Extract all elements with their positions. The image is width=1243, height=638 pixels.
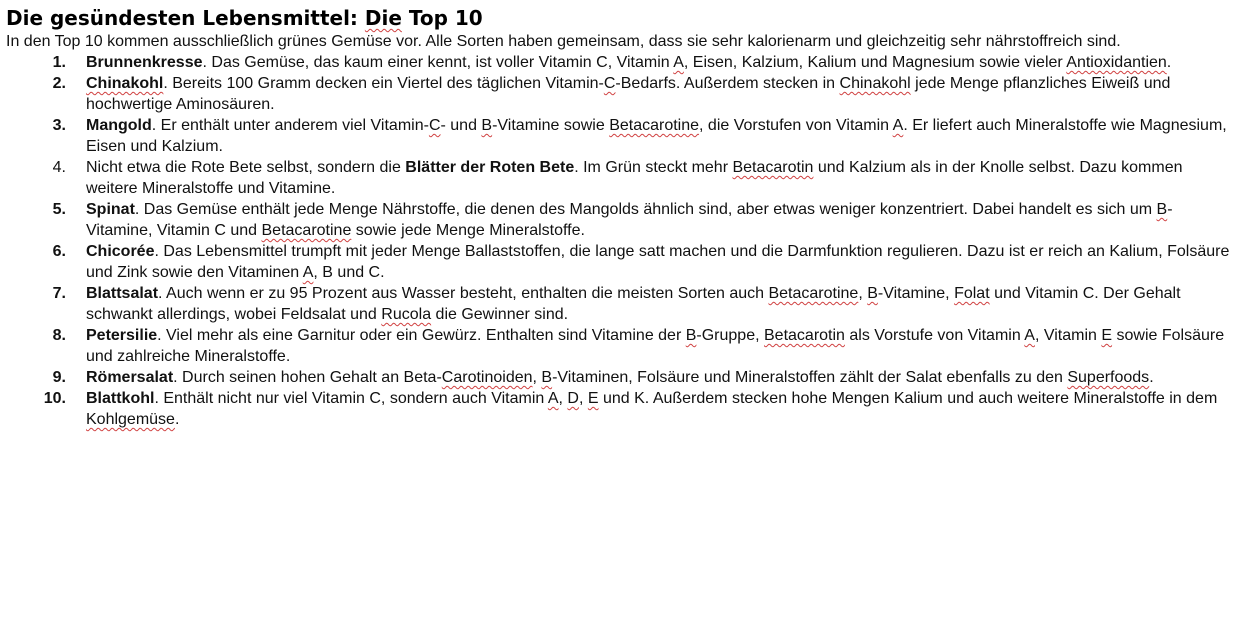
spellcheck-word: B xyxy=(685,327,697,344)
list-number: 1. xyxy=(52,54,66,71)
item-text: . Viel mehr als eine Garnitur oder ein Gewürz. Enthalten sind Vitamine der xyxy=(157,327,686,344)
list-number: 4. xyxy=(52,159,66,176)
item-text: jede Menge pflanzliches Eiweiß und hochwertige Aminosäuren. xyxy=(86,75,1171,113)
item-text: -Vitaminen, Folsäure und Mineralstoffen zählt der Salat ebenfalls zu den xyxy=(552,369,1068,386)
item-text: und K. Außerdem stecken hohe Mengen Kalium und auch weitere Mineralstoffe in dem xyxy=(598,390,1218,407)
item-text: , xyxy=(532,369,542,386)
spellcheck-word: D xyxy=(567,390,579,407)
item-text: -Gruppe, xyxy=(696,327,764,344)
item-name: Blattkohl xyxy=(86,390,155,407)
spellcheck-word: Carotinoiden xyxy=(441,369,533,386)
list-item xyxy=(6,325,1236,367)
item-text: . Enthält nicht nur viel Vitamin C, sondern auch Vitamin xyxy=(154,390,548,407)
list-item xyxy=(6,367,1236,388)
item-text: -Bedarfs. Außerdem stecken in xyxy=(615,75,840,92)
spellcheck-word: Betacarotine xyxy=(261,222,352,239)
spellcheck-word: Betacarotine xyxy=(609,117,700,134)
spellcheck-word: Superfoods xyxy=(1067,369,1150,386)
item-name: Chicorée xyxy=(86,243,155,260)
item-name: Spinat xyxy=(86,201,135,218)
item-text: -Vitamine sowie xyxy=(492,117,610,134)
item-name: Brunnenkresse xyxy=(86,54,203,71)
top10-list xyxy=(6,52,1243,430)
document-title xyxy=(6,6,1243,30)
item-text: , B und C. xyxy=(313,264,385,281)
list-number: 8. xyxy=(52,327,66,344)
spellcheck-word: B xyxy=(541,369,553,386)
item-text: -Vitamine, xyxy=(877,285,955,302)
item-text: . Das Gemüse enthält jede Menge Nährstoffe, die denen des Mangolds ähnlich sind, aber etwas weniger konzentriert. Dabei handelt es sich um xyxy=(134,201,1157,218)
item-text: , Eisen, Kalzium, Kalium und Magnesium sowie vieler xyxy=(683,54,1067,71)
item-text: . Durch seinen hohen Gehalt an Beta- xyxy=(173,369,442,386)
spellcheck-word: A xyxy=(673,54,684,71)
list-item xyxy=(6,199,1236,241)
title-text: Die gesündesten Lebensmittel: xyxy=(6,6,365,30)
list-number: 7. xyxy=(52,285,66,302)
spellcheck-word: Kohlgemüse xyxy=(86,411,175,428)
spellcheck-word: C xyxy=(603,75,616,92)
item-text: Nicht etwa die Rote Bete selbst, sondern die xyxy=(86,159,406,176)
item-text: . Das Gemüse, das kaum einer kennt, ist voller Vitamin C, Vitamin xyxy=(202,54,674,71)
spellcheck-word: Chinakohl xyxy=(839,75,911,92)
list-number: 5. xyxy=(52,201,66,218)
spellcheck-word: C xyxy=(428,117,441,134)
spellcheck-word: A xyxy=(547,390,559,407)
spellcheck-word: Betacarotin xyxy=(732,159,814,176)
spellcheck-word: B xyxy=(1156,201,1168,218)
spellcheck-word: Betacarotin xyxy=(764,327,845,344)
list-number: 6. xyxy=(52,243,66,260)
item-text: - und xyxy=(440,117,482,134)
item-text: . Das Lebensmittel trumpft mit jeder Menge Ballaststoffen, die lange satt machen und die Darmfunktion regulieren. Dazu ist er reich an Kalium, Folsäure und Zink sowie den Vitaminen xyxy=(86,243,1230,281)
list-item xyxy=(6,73,1236,115)
item-text: . Er liefert auch Mineralstoffe wie Magnesium, Eisen und Kalzium. xyxy=(86,117,1227,155)
spellcheck-word: Folat xyxy=(954,285,990,302)
list-number: 3. xyxy=(52,117,66,134)
list-item xyxy=(6,241,1236,283)
item-text: , Vitamin xyxy=(1034,327,1102,344)
list-item xyxy=(6,283,1236,325)
list-item xyxy=(6,115,1236,157)
list-item xyxy=(6,388,1236,430)
item-text: . Im Grün steckt mehr xyxy=(574,159,733,176)
item-text: . Auch wenn er zu 95 Prozent aus Wasser besteht, enthalten die meisten Sorten auch xyxy=(158,285,769,302)
list-number: 2. xyxy=(52,75,66,92)
item-name: Blätter der Roten Bete xyxy=(405,159,575,176)
item-text: , xyxy=(858,285,868,302)
spellcheck-word: A xyxy=(892,117,904,134)
item-text: . xyxy=(174,411,180,428)
spellcheck-word: Rucola xyxy=(381,306,432,323)
item-text: sowie Folsäure und zahlreiche Mineralstoffe. xyxy=(86,327,1225,365)
spellcheck-word: E xyxy=(1101,327,1113,344)
title-text: Top 10 xyxy=(401,6,483,30)
item-name: Römersalat xyxy=(86,369,174,386)
list-item xyxy=(6,52,1236,73)
item-text: -Vitamine, Vitamin C und xyxy=(86,201,1173,239)
item-name: Blattsalat xyxy=(86,285,159,302)
item-text: , xyxy=(578,390,588,407)
spellcheck-word: A xyxy=(1024,327,1035,344)
list-item xyxy=(6,157,1236,199)
item-name: Chinakohl xyxy=(86,75,164,92)
item-text: und Vitamin C. Der Gehalt schwankt allerdings, wobei Feldsalat und xyxy=(86,285,1181,323)
spellcheck-word: B xyxy=(481,117,493,134)
item-name: Mangold xyxy=(86,117,152,134)
item-text: , xyxy=(558,390,568,407)
item-text: sowie jede Menge Mineralstoffe. xyxy=(351,222,585,239)
intro-paragraph: In den Top 10 kommen ausschließlich grünes Gemüse vor. Alle Sorten haben gemeinsam, dass sie sehr kalorienarm und gleichzeitig sehr nährstoffreich sind. xyxy=(6,33,1121,50)
list-number: 10. xyxy=(43,390,66,407)
item-name: Petersilie xyxy=(86,327,158,344)
item-text: . xyxy=(1166,54,1172,71)
list-number: 9. xyxy=(52,369,66,386)
item-text: als Vorstufe von Vitamin xyxy=(844,327,1025,344)
spellcheck-word: Betacarotine xyxy=(768,285,859,302)
spellcheck-word: B xyxy=(867,285,878,302)
spellcheck-word: A xyxy=(302,264,314,281)
item-text: . xyxy=(1149,369,1154,386)
item-text: , die Vorstufen von Vitamin xyxy=(699,117,893,134)
item-text: . Bereits 100 Gramm decken ein Viertel des täglichen Vitamin- xyxy=(163,75,604,92)
item-text: und Kalzium als in der Knolle selbst. Dazu kommen weitere Mineralstoffe und Vitamine. xyxy=(86,159,1183,197)
item-text: die Gewinner sind. xyxy=(431,306,569,323)
title-text-misspelled: Die xyxy=(364,6,402,30)
item-text: . Er enthält unter anderem viel Vitamin- xyxy=(151,117,429,134)
spellcheck-word: Antioxidantien xyxy=(1066,54,1167,71)
spellcheck-word: E xyxy=(587,390,599,407)
